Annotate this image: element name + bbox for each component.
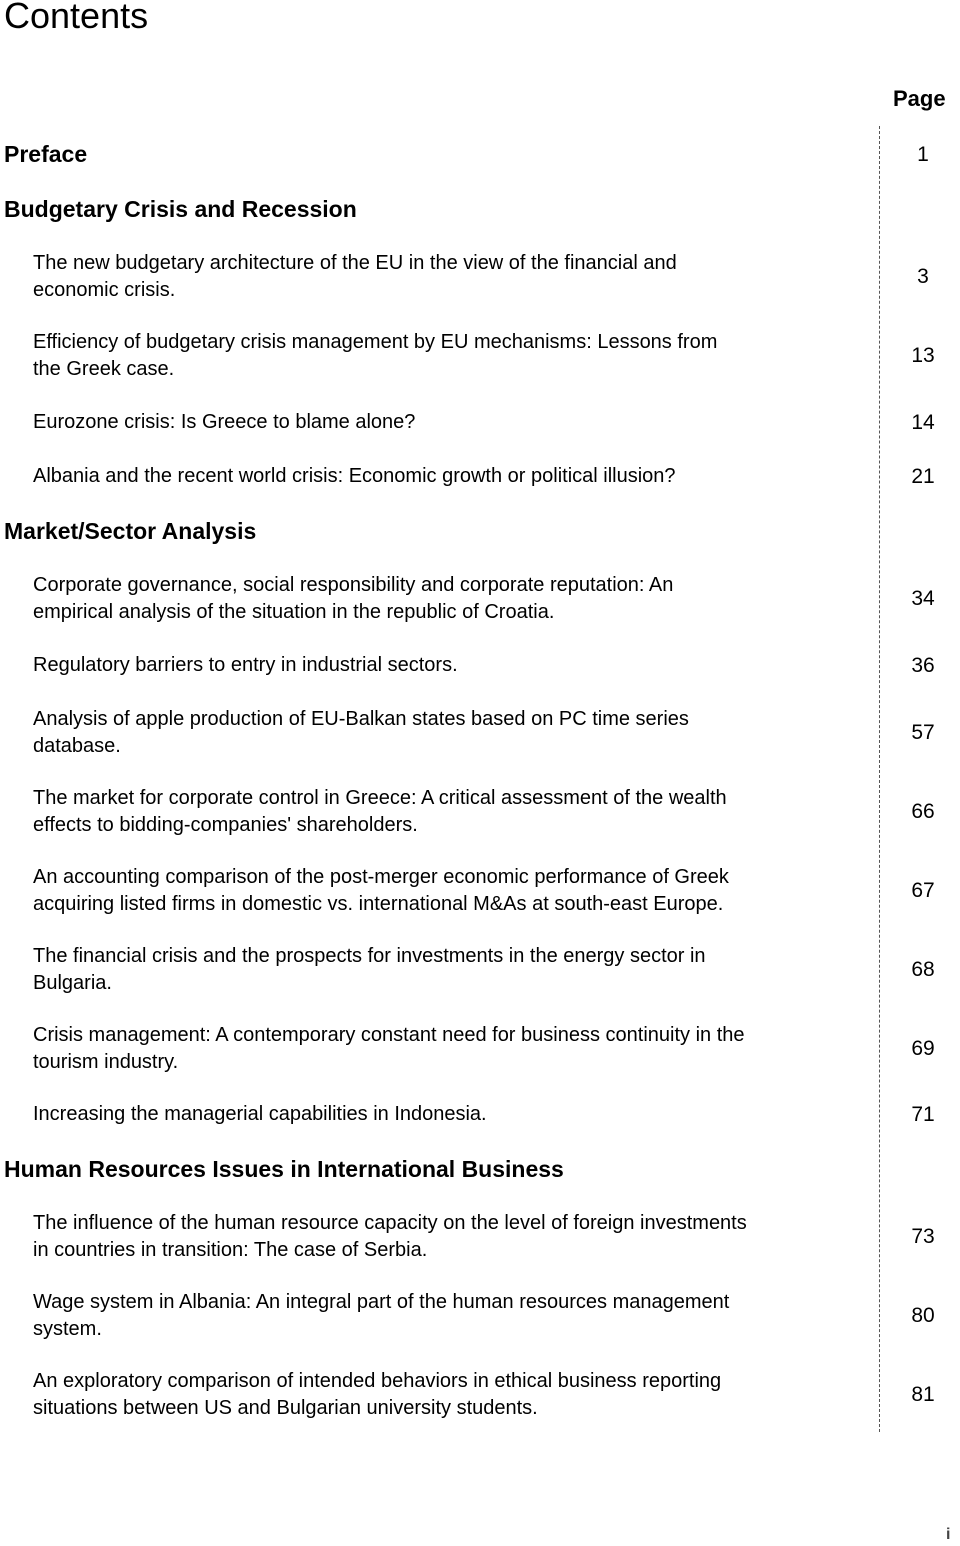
toc-entry[interactable] <box>33 1368 873 1422</box>
toc-entry-line: The influence of the human resource capacity on the level of foreign investments <box>33 1212 747 1234</box>
toc-entry-page: 21 <box>911 465 935 488</box>
toc-entry-line: The market for corporate control in Greece: A critical assessment of the wealth <box>33 787 727 809</box>
toc-entry-line: Regulatory barriers to entry in industrial sectors. <box>33 654 458 676</box>
toc-entry-line: Corporate governance, social responsibility and corporate reputation: An <box>33 574 674 596</box>
toc-entry-line: economic crisis. <box>33 279 176 301</box>
page-title: Contents <box>4 0 149 36</box>
toc-entry-page: 69 <box>911 1037 935 1060</box>
toc-entry-page: 57 <box>911 721 935 744</box>
toc-entry[interactable] <box>33 409 873 436</box>
toc-entry-line: effects to bidding-companies' shareholders. <box>33 814 418 836</box>
toc-entry[interactable] <box>33 329 873 383</box>
toc-entry[interactable] <box>33 1289 873 1343</box>
toc-entry-line: An exploratory comparison of intended behaviors in ethical business reporting <box>33 1370 722 1392</box>
toc-entry-line: Wage system in Albania: An integral part of the human resources management <box>33 1291 730 1313</box>
toc-entry[interactable] <box>33 943 873 997</box>
toc-entry-line: Albania and the recent world crisis: Economic growth or political illusion? <box>33 465 676 487</box>
toc-entry[interactable] <box>33 572 873 626</box>
toc-entry-line: situations between US and Bulgarian university students. <box>33 1397 538 1419</box>
toc-entry-page: 73 <box>911 1225 935 1248</box>
toc-entry-page: 36 <box>911 654 935 677</box>
toc-entry-line: database. <box>33 735 121 757</box>
toc-entry-line: Increasing the managerial capabilities in Indonesia. <box>33 1103 487 1125</box>
toc-entry[interactable] <box>33 1210 873 1264</box>
toc-section-heading: Human Resources Issues in International Business <box>4 1156 564 1182</box>
toc-entry[interactable] <box>33 1101 873 1128</box>
toc-entry-line: system. <box>33 1318 102 1340</box>
toc-entry-line: An accounting comparison of the post-merger economic performance of Greek <box>33 866 729 888</box>
toc-entry-page: 67 <box>911 879 935 902</box>
toc-entry[interactable] <box>33 463 873 490</box>
toc-entry-line: in countries in transition: The case of Serbia. <box>33 1239 428 1261</box>
toc-entry-page: 13 <box>911 344 935 367</box>
toc-entry[interactable] <box>33 652 873 679</box>
toc-preface-page: 1 <box>917 143 929 166</box>
toc-entry-line: The financial crisis and the prospects for investments in the energy sector in <box>33 945 706 967</box>
toc-entry-page: 34 <box>911 587 935 610</box>
toc-section-heading: Market/Sector Analysis <box>4 518 257 544</box>
toc-entry-page: 71 <box>911 1103 935 1126</box>
toc-entry-line: empirical analysis of the situation in the republic of Croatia. <box>33 601 555 623</box>
toc-entry-page: 66 <box>911 800 935 823</box>
toc-section-heading: Budgetary Crisis and Recession <box>4 196 357 222</box>
toc-entry[interactable] <box>33 706 873 760</box>
toc-entry-page: 68 <box>911 958 935 981</box>
toc-entry-line: the Greek case. <box>33 358 175 380</box>
toc-entry[interactable] <box>33 864 873 918</box>
toc-entry-line: Crisis management: A contemporary constant need for business continuity in the <box>33 1024 745 1046</box>
toc-preface-link[interactable]: Preface <box>4 141 88 167</box>
toc-entry-page: 3 <box>917 265 929 288</box>
toc-entry-page: 80 <box>911 1304 935 1327</box>
toc-entry-line: tourism industry. <box>33 1051 179 1073</box>
toc-entry-line: Efficiency of budgetary crisis management by EU mechanisms: Lessons from <box>33 331 718 353</box>
toc-entry-page: 14 <box>911 411 935 434</box>
toc-entry[interactable] <box>33 785 873 839</box>
page-column-header: Page <box>893 86 946 111</box>
footer-page-number: i <box>946 1526 951 1543</box>
toc-entry[interactable] <box>33 250 873 304</box>
toc-entry-page: 81 <box>911 1383 935 1406</box>
toc-entry-line: Analysis of apple production of EU-Balkan states based on PC time series <box>33 708 689 730</box>
toc-entry-line: Bulgaria. <box>33 972 112 994</box>
toc-entry-line: acquiring listed firms in domestic vs. international M&As at south-east Europe. <box>33 893 724 915</box>
toc-entry[interactable] <box>33 1022 873 1076</box>
toc-entry-line: Eurozone crisis: Is Greece to blame alone? <box>33 411 416 433</box>
toc-entry-line: The new budgetary architecture of the EU in the view of the financial and <box>33 252 677 274</box>
